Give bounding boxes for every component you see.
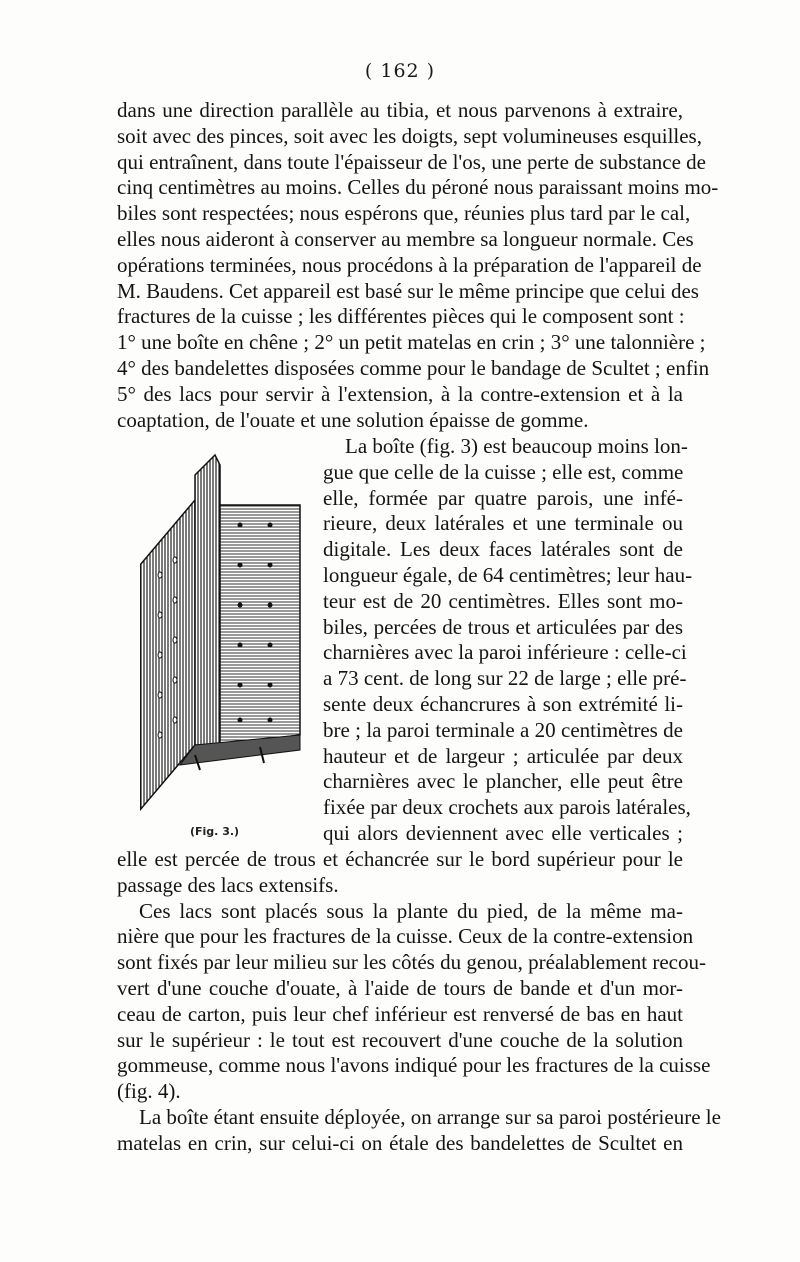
text-line: passage des lacs extensifs. <box>117 872 339 897</box>
text-line: M. Baudens. Cet appareil est basé sur le même principe que celui des <box>117 278 699 303</box>
text-line: charnières avec la paroi inférieure : celle-ci <box>323 640 687 665</box>
text-line: qui entraînent, dans toute l'épaisseur de l'os, une perte de substance de <box>117 149 706 174</box>
text-line: sur le supérieur : le tout est recouvert d'une couche de la solution <box>117 1027 683 1052</box>
text-line: fixée par deux crochets aux parois latérales, <box>323 795 691 820</box>
text-line: elles nous aideront à conserver au membre sa longueur normale. Ces <box>117 227 694 251</box>
text-line: elle est percée de trous et échancrée sur le bord supérieur pour le <box>117 847 683 871</box>
text-line: coaptation, de l'ouate et une solution épaisse de gomme. <box>117 407 589 432</box>
text-line: a 73 cent. de long sur 22 de large ; elle pré- <box>323 666 687 691</box>
text-line: opérations terminées, nous procédons à la préparation de l'appareil de <box>117 252 702 277</box>
text-line: dans une direction parallèle au tibia, et nous parvenons à extraire, <box>117 98 683 122</box>
text-line: gue que celle de la cuisse ; elle est, comme <box>323 459 684 484</box>
text-line: bre ; la paroi terminale a 20 centimètres de <box>323 717 683 742</box>
text-line: gommeuse, comme nous l'avons indiqué pour les fractures de la cuisse <box>117 1053 711 1078</box>
box-illustration <box>140 445 310 825</box>
text-line: biles, percées de trous et articulées par des <box>323 614 683 639</box>
text-line: fractures de la cuisse ; les différentes pièces qui le composent sont : <box>117 304 685 329</box>
text-line: digitale. Les deux faces latérales sont de <box>323 537 683 562</box>
text-line: elle, formée par quatre parois, une infé- <box>323 485 683 510</box>
text-line: ceau de carton, puis leur chef inférieur est renversé de bas en haut <box>117 1001 683 1026</box>
text-line: longueur égale, de 64 centimètres; leur hau- <box>323 563 693 587</box>
text-line: qui alors deviennent avec elle verticales ; <box>323 821 683 845</box>
text-line: nière que pour les fractures de la cuisse. Ceux de la contre-extension <box>117 924 694 949</box>
text-line: matelas en crin, sur celui-ci on étale des bandelettes de Scultet en <box>117 1130 683 1155</box>
text-line: cinq centimètres au moins. Celles du péroné nous paraissant moins mo- <box>117 175 719 200</box>
text-line: 1° une boîte en chêne ; 2° un petit matelas en crin ; 3° une talonnière ; <box>117 330 706 355</box>
text-line: Ces lacs sont placés sous la plante du pied, de la même ma- <box>139 898 683 923</box>
text-line: charnières avec le plancher, elle peut être <box>323 769 683 794</box>
text-line: rieure, deux latérales et une terminale ou <box>323 511 683 536</box>
figure-caption: (Fig. 3.) <box>190 825 240 838</box>
text-line: biles sont respectées; nous espérons que, réunies plus tard par le cal, <box>117 201 691 226</box>
text-line: vert d'une couche d'ouate, à l'aide de tours de bande et d'un mor- <box>117 976 683 1000</box>
text-line: La boîte étant ensuite déployée, on arrange sur sa paroi postérieure le <box>139 1105 721 1129</box>
text-line: 5° des lacs pour servir à l'extension, à la contre-extension et à la <box>117 381 683 406</box>
text-line: teur est de 20 centimètres. Elles sont mo- <box>323 588 683 613</box>
text-line: sont fixés par leur milieu sur les côtés du genou, préalablement recou- <box>117 950 706 975</box>
text-line: sente deux échancrures à son extrémité li- <box>323 692 683 716</box>
text-line: (fig. 4). <box>117 1079 181 1104</box>
text-line: hauteur et de largeur ; articulée par deux <box>323 743 683 768</box>
page-number: ( 162 ) <box>364 60 436 82</box>
text-line: 4° des bandelettes disposées comme pour le bandage de Scultet ; enfin <box>117 356 710 380</box>
text-line: soit avec des pinces, soit avec les doigts, sept volumineuses esquilles, <box>117 123 702 148</box>
text-line: La boîte (fig. 3) est beaucoup moins lon- <box>345 434 688 458</box>
